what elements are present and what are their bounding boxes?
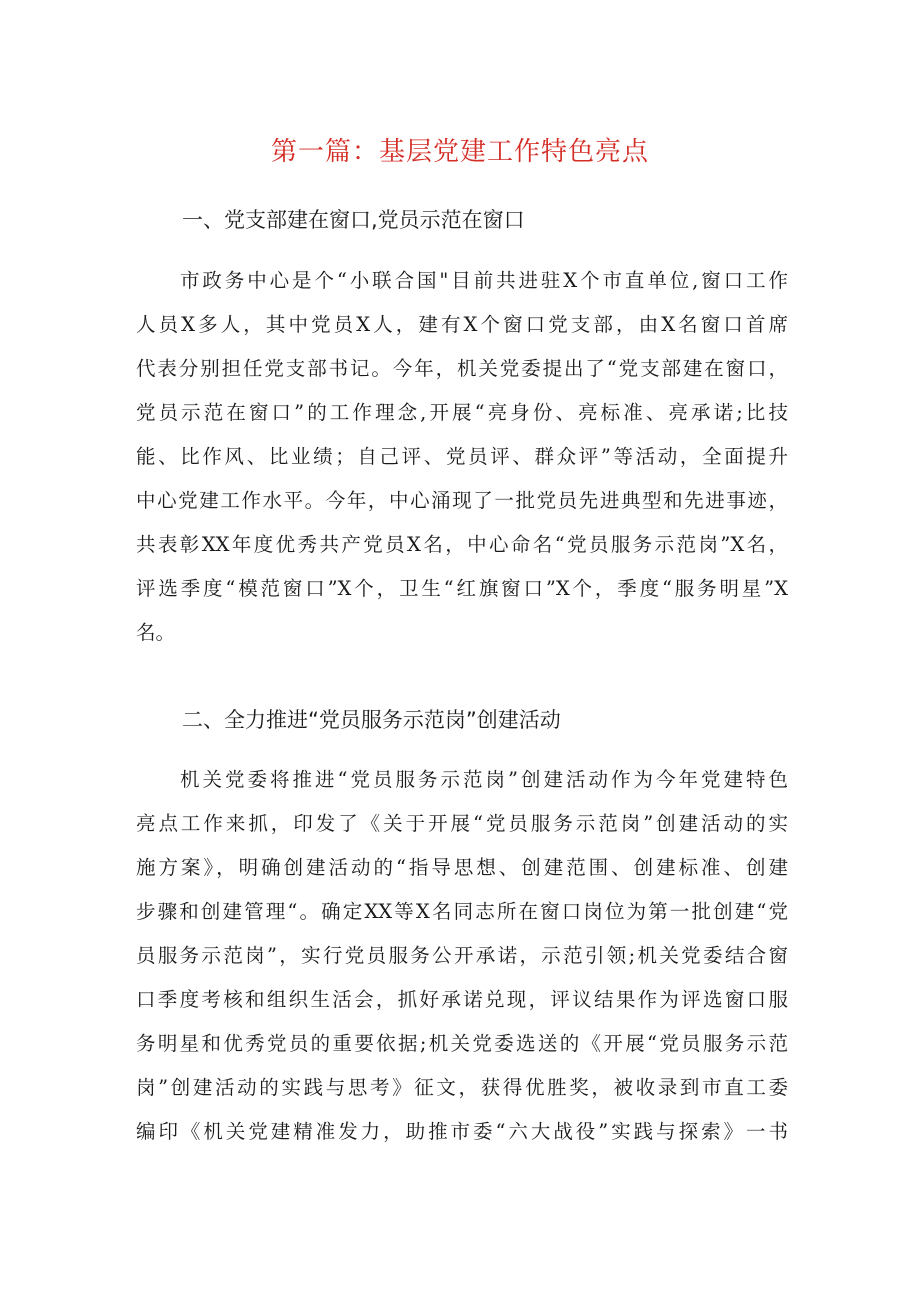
paragraph-line: 评选季度“模范窗口”X个，卫生“红旗窗口”X个，季度“服务明星”X <box>136 577 788 600</box>
section-2-paragraph <box>136 758 788 1154</box>
paragraph-line: 亮点工作来抓，印发了《关于开展“党员服务示范岗”创建活动的实 <box>136 812 788 835</box>
paragraph-line: 共表彰XX年度优秀共产党员X名，中心命名“党员服务示范岗”X名， <box>136 533 788 556</box>
paragraph-line: 市政务中心是个“小联合国"目前共进驻X个市直单位,窗口工作 <box>180 269 788 292</box>
paragraph-line: 步骤和创建管理“。确定XX等X名同志所在窗口岗位为第一批创建“党 <box>136 900 788 923</box>
paragraph-line: 能、比作风、比业绩；自己评、党员评、群众评”等活动，全面提升 <box>136 445 788 468</box>
paragraph-line: 代表分别担任党支部书记。今年，机关党委提出了“党支部建在窗口， <box>136 357 788 380</box>
section-1-paragraph <box>136 259 788 655</box>
paragraph-line: 机关党委将推进“党员服务示范岗”创建活动作为今年党建特色 <box>180 768 788 791</box>
paragraph-line: 名。 <box>136 621 176 644</box>
paragraph-line: 员服务示范岗”，实行党员服务公开承诺，示范引领;机关党委结合窗 <box>136 944 788 967</box>
document-title: 第一篇：基层党建工作特色亮点 <box>270 137 649 167</box>
paragraph-line: 施方案》，明确创建活动的“指导思想、创建范围、创建标准、创建 <box>136 856 788 879</box>
section-1-heading: 一、党支部建在窗口,党员示范在窗口 <box>182 208 525 232</box>
section-2-heading: 二、全力推进“党员服务示范岗”创建活动 <box>182 708 561 732</box>
paragraph-line: 岗”创建活动的实践与思考》征文，获得优胜奖，被收录到市直工委 <box>136 1076 788 1099</box>
paragraph-line: 人员X多人，其中党员X人，建有X个窗口党支部，由X名窗口首席 <box>136 313 788 336</box>
paragraph-line: 编印《机关党建精准发力，助推市委“六大战役”实践与探索》一书 <box>136 1120 788 1143</box>
paragraph-line: 口季度考核和组织生活会，抓好承诺兑现，评议结果作为评选窗口服 <box>136 988 788 1011</box>
paragraph-line: 党员示范在窗口”的工作理念,开展“亮身份、亮标准、亮承诺;比技 <box>136 401 788 424</box>
paragraph-line: 务明星和优秀党员的重要依据;机关党委选送的《开展“党员服务示范 <box>136 1032 788 1055</box>
paragraph-line: 中心党建工作水平。今年，中心涌现了一批党员先进典型和先进事迹， <box>136 489 788 512</box>
